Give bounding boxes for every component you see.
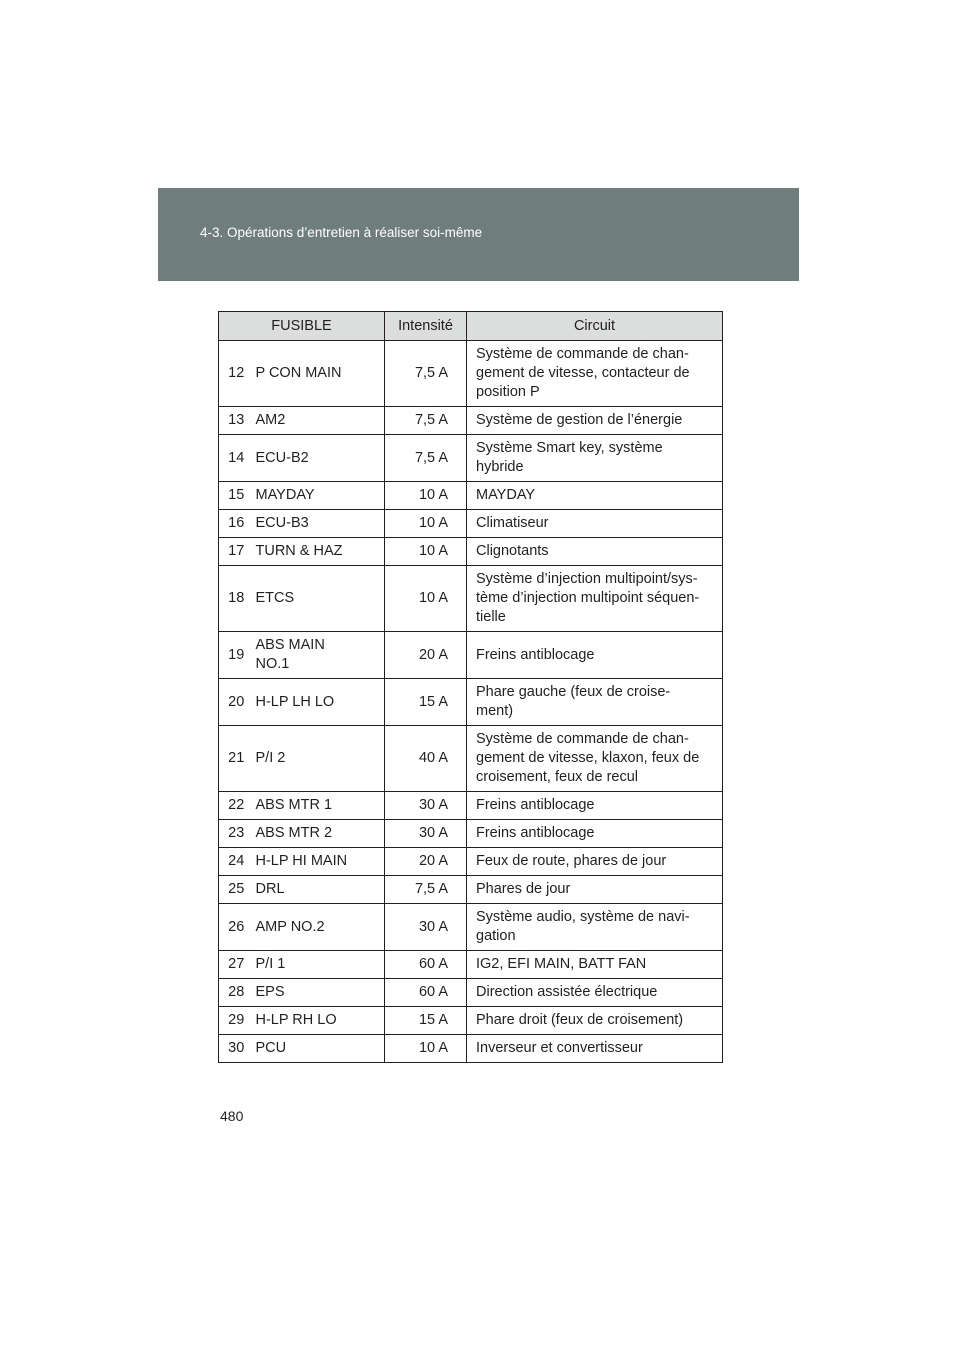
table-row bbox=[219, 848, 723, 876]
fuse-number-cell: 18 bbox=[219, 566, 252, 632]
fuse-table bbox=[218, 311, 723, 1063]
fuse-name-cell: AMP NO.2 bbox=[252, 904, 385, 951]
fuse-circuit-cell bbox=[467, 904, 723, 951]
fuse-intensity-cell: 7,5 A bbox=[385, 435, 467, 482]
circuit-text-line: IG2, EFI MAIN, BATT FAN bbox=[476, 956, 647, 972]
table-row bbox=[219, 482, 723, 510]
fuse-intensity-cell: 15 A bbox=[385, 1007, 467, 1035]
fuse-name-cell: DRL bbox=[252, 876, 385, 904]
fuse-number-cell: 27 bbox=[219, 951, 252, 979]
fuse-circuit-cell bbox=[467, 848, 723, 876]
circuit-text-line: Phare droit (feux de croisement) bbox=[476, 1012, 684, 1028]
table-header-row bbox=[219, 312, 723, 341]
fuse-circuit-cell bbox=[467, 679, 723, 726]
circuit-text-line: Système de gestion de l’énergie bbox=[476, 412, 683, 428]
table-row bbox=[219, 1007, 723, 1035]
fuse-intensity-cell: 15 A bbox=[385, 679, 467, 726]
table-row bbox=[219, 979, 723, 1007]
circuit-text-line: hybride bbox=[476, 459, 524, 475]
fuse-circuit-cell bbox=[467, 979, 723, 1007]
table-row bbox=[219, 820, 723, 848]
fuse-name-cell: P/I 1 bbox=[252, 951, 385, 979]
circuit-text-line: Direction assistée électrique bbox=[476, 984, 658, 1000]
fuse-name-cell: H-LP RH LO bbox=[252, 1007, 385, 1035]
fuse-circuit-cell bbox=[467, 538, 723, 566]
fuse-number-cell: 13 bbox=[219, 407, 252, 435]
circuit-text-line: ment) bbox=[476, 703, 514, 719]
circuit-text-line: Phares de jour bbox=[476, 881, 571, 897]
circuit-text-line: tielle bbox=[476, 609, 506, 625]
circuit-text-line: gement de vitesse, klaxon, feux de bbox=[476, 750, 700, 766]
fuse-number-cell: 15 bbox=[219, 482, 252, 510]
table-row bbox=[219, 726, 723, 792]
fuse-name-cell: ECU-B2 bbox=[252, 435, 385, 482]
circuit-text-line: croisement, feux de recul bbox=[476, 769, 638, 785]
fuse-intensity-cell: 30 A bbox=[385, 792, 467, 820]
fuse-name-cell: H-LP LH LO bbox=[252, 679, 385, 726]
circuit-text-line: gation bbox=[476, 928, 516, 944]
circuit-text-line: gement de vitesse, contacteur de bbox=[476, 365, 690, 381]
fuse-number-cell: 21 bbox=[219, 726, 252, 792]
fuse-intensity-cell: 7,5 A bbox=[385, 876, 467, 904]
table-row bbox=[219, 951, 723, 979]
circuit-text-line: Freins antiblocage bbox=[476, 797, 595, 813]
section-title: 4-3. Opérations d’entretien à réaliser soi-même bbox=[200, 225, 483, 240]
fuse-name-cell: ABS MAIN NO.1 bbox=[252, 632, 385, 679]
fuse-intensity-cell: 40 A bbox=[385, 726, 467, 792]
fuse-circuit-cell bbox=[467, 482, 723, 510]
circuit-text-line: Freins antiblocage bbox=[476, 646, 595, 663]
fuse-name-cell: ABS MTR 2 bbox=[252, 820, 385, 848]
fuse-name-cell: AM2 bbox=[252, 407, 385, 435]
fuse-circuit-cell bbox=[467, 820, 723, 848]
fuse-name-cell: ABS MTR 1 bbox=[252, 792, 385, 820]
circuit-text-line: Feux de route, phares de jour bbox=[476, 853, 667, 869]
table-row bbox=[219, 538, 723, 566]
fuse-number-cell: 26 bbox=[219, 904, 252, 951]
fuse-circuit-cell bbox=[467, 632, 723, 679]
fuse-intensity-cell: 7,5 A bbox=[385, 407, 467, 435]
table-row bbox=[219, 510, 723, 538]
fuse-intensity-cell: 30 A bbox=[385, 904, 467, 951]
fuse-circuit-cell bbox=[467, 792, 723, 820]
fuse-intensity-cell: 7,5 A bbox=[385, 341, 467, 407]
fuse-intensity-cell: 10 A bbox=[385, 510, 467, 538]
circuit-text-line: position P bbox=[476, 384, 540, 400]
circuit-text-line: Clignotants bbox=[476, 543, 549, 559]
fuse-number-cell: 19 bbox=[219, 632, 252, 679]
fuse-circuit-cell bbox=[467, 435, 723, 482]
circuit-text-line: Système de commande de chan- bbox=[476, 346, 689, 362]
fuse-circuit-cell bbox=[467, 1007, 723, 1035]
fuse-intensity-cell: 20 A bbox=[385, 632, 467, 679]
fuse-intensity-cell: 10 A bbox=[385, 566, 467, 632]
fuse-number-cell: 20 bbox=[219, 679, 252, 726]
circuit-text-line: Système de commande de chan- bbox=[476, 731, 689, 747]
fuse-number-cell: 23 bbox=[219, 820, 252, 848]
fuse-circuit-cell bbox=[467, 951, 723, 979]
circuit-text-line: Freins antiblocage bbox=[476, 825, 595, 841]
fuse-intensity-cell: 10 A bbox=[385, 482, 467, 510]
fuse-table-body bbox=[219, 341, 723, 1063]
circuit-text-line: MAYDAY bbox=[476, 487, 536, 503]
fuse-number-cell: 29 bbox=[219, 1007, 252, 1035]
fuse-name-cell: PCU bbox=[252, 1035, 385, 1063]
column-header-circuit: Circuit bbox=[467, 312, 723, 341]
fuse-name-cell: ETCS bbox=[252, 566, 385, 632]
page-number: 480 bbox=[220, 1108, 244, 1124]
fuse-circuit-cell bbox=[467, 876, 723, 904]
section-header-band bbox=[158, 188, 799, 281]
fuse-circuit-cell bbox=[467, 1035, 723, 1063]
fuse-circuit-cell bbox=[467, 407, 723, 435]
table-row bbox=[219, 1035, 723, 1063]
fuse-name-cell: P/I 2 bbox=[252, 726, 385, 792]
circuit-text-line: Système Smart key, système bbox=[476, 440, 663, 456]
fuse-circuit-cell bbox=[467, 566, 723, 632]
table-row bbox=[219, 632, 723, 679]
table-row bbox=[219, 341, 723, 407]
fuse-name-cell: MAYDAY bbox=[252, 482, 385, 510]
table-row bbox=[219, 792, 723, 820]
fuse-intensity-cell: 20 A bbox=[385, 848, 467, 876]
fuse-number-cell: 30 bbox=[219, 1035, 252, 1063]
fuse-intensity-cell: 10 A bbox=[385, 538, 467, 566]
circuit-text-line: Climatiseur bbox=[476, 515, 549, 531]
fuse-intensity-cell: 30 A bbox=[385, 820, 467, 848]
column-header-intensity: Intensité bbox=[385, 312, 467, 341]
fuse-name-cell: H-LP HI MAIN bbox=[252, 848, 385, 876]
fuse-number-cell: 14 bbox=[219, 435, 252, 482]
fuse-intensity-cell: 10 A bbox=[385, 1035, 467, 1063]
fuse-name-cell: TURN & HAZ bbox=[252, 538, 385, 566]
fuse-name-cell: ECU-B3 bbox=[252, 510, 385, 538]
fuse-number-cell: 24 bbox=[219, 848, 252, 876]
fuse-intensity-cell: 60 A bbox=[385, 951, 467, 979]
fuse-circuit-cell bbox=[467, 510, 723, 538]
fuse-name-cell: EPS bbox=[252, 979, 385, 1007]
fuse-circuit-cell bbox=[467, 341, 723, 407]
circuit-text-line: Phare gauche (feux de croise- bbox=[476, 684, 671, 700]
fuse-circuit-cell bbox=[467, 726, 723, 792]
fuse-number-cell: 16 bbox=[219, 510, 252, 538]
table-row bbox=[219, 407, 723, 435]
column-header-fuse: FUSIBLE bbox=[219, 312, 385, 341]
circuit-text-line: tème d’injection multipoint séquen- bbox=[476, 590, 700, 606]
table-row bbox=[219, 435, 723, 482]
fuse-number-cell: 28 bbox=[219, 979, 252, 1007]
fuse-number-cell: 22 bbox=[219, 792, 252, 820]
table-row bbox=[219, 904, 723, 951]
circuit-text-line: Système audio, système de navi- bbox=[476, 909, 690, 925]
fuse-number-cell: 25 bbox=[219, 876, 252, 904]
fuse-number-cell: 12 bbox=[219, 341, 252, 407]
fuse-name-cell: P CON MAIN bbox=[252, 341, 385, 407]
circuit-text-line: Système d’injection multipoint/sys- bbox=[476, 571, 698, 587]
table-row bbox=[219, 876, 723, 904]
fuse-number-cell: 17 bbox=[219, 538, 252, 566]
table-row bbox=[219, 679, 723, 726]
table-row bbox=[219, 566, 723, 632]
circuit-text-line: Inverseur et convertisseur bbox=[476, 1040, 643, 1056]
fuse-intensity-cell: 60 A bbox=[385, 979, 467, 1007]
